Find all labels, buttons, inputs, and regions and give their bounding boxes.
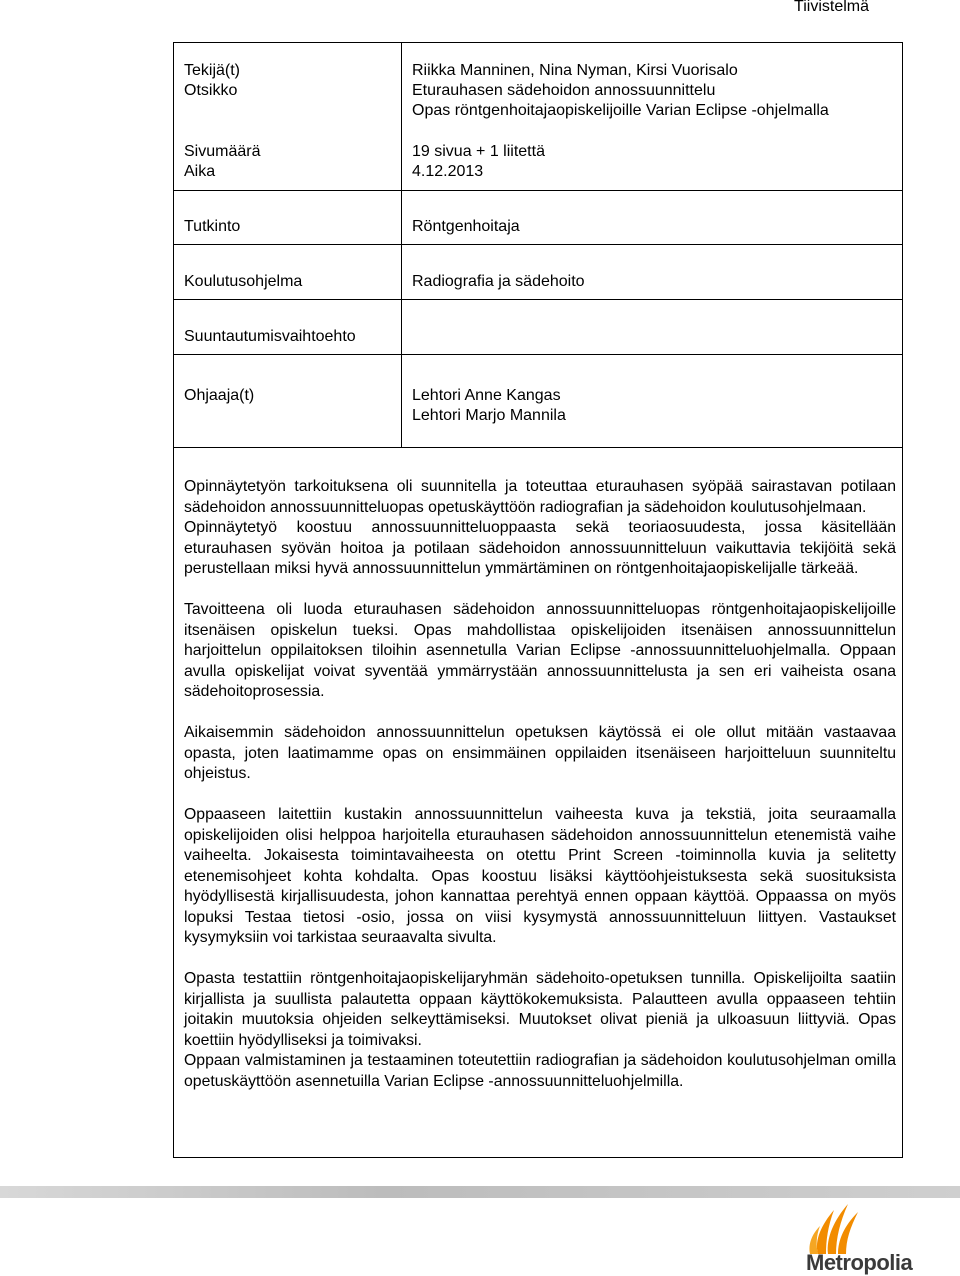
pages-value: 19 sivua + 1 liitettä — [412, 143, 545, 160]
degree-label: Tutkinto — [184, 218, 241, 235]
abstract-paragraph: Aikaisemmin sädehoidon annossuunnittelun opetuksen käytössä ei ole ollut mitään vastaavaa opasta, joten laatimamme opas on ensimmäinen oppilaiden itsenäiseen harjoitteluun suunniteltu ohjeistus. — [184, 724, 896, 782]
metropolia-wordmark: Metropolia — [806, 1250, 913, 1275]
column-divider — [401, 43, 402, 447]
date-value: 4.12.2013 — [412, 163, 484, 180]
orientation-label: Suuntautumisvaihtoehto — [184, 328, 356, 345]
document-type-title: Tiivistelmä — [794, 0, 869, 15]
author-title-labels — [184, 61, 240, 101]
programme-label: Koulutusohjelma — [184, 273, 303, 290]
date-label: Aika — [184, 163, 216, 180]
abstract-paragraph: Opasta testattiin röntgenhoitajaopiskelijaryhmän sädehoito-opetuksen tunnilla. Opiskelijoilta saatiin kirjallista ja suullista palautetta oppaan käyttökokemuksista. Palautteen avulla oppaaseen tehtiin joitakin muutoksia ohjeiden selkeyttämiseksi. Muutokset olivat pieniä ja ulkoasuun liittyviä. Opas koettiin hyödylliseksi ja toimivaksi. — [184, 970, 896, 1049]
supervisor-label: Ohjaaja(t) — [184, 387, 255, 404]
title-label: Otsikko — [184, 82, 238, 99]
programme-value: Radiografia ja sädehoito — [412, 273, 585, 290]
pages-label: Sivumäärä — [184, 143, 261, 160]
abstract-paragraph: Oppaaseen laitettiin kustakin annossuunnittelun vaiheesta kuva ja tekstiä, joita seuraamalla opiskelijoiden olisi helppoa harjoitella eturauhasen sädehoidon annossuunnittelun etenemistä vaihe vaiheelta. Jokaisesta toimintavaiheesta on otettu Print Screen -toiminnolla kuvia ja selitetty etenemisohjeet kohta kohdalta. Opas koostuu lisäksi käyttöohjeistuksesta sekä suosituksista hyödyllisestä kirjallisuudesta, johon kannattaa perehtyä ennen oppaan käyttöä. Oppaassa on myös lopuksi Testaa tietosi -osio, jossa on viisi kysymystä annossuunnitteluun liittyen. Vastaukset kysymyksiin voi tarkistaa seuraavalta sivulta. — [184, 806, 896, 946]
metropolia-logo — [784, 1200, 954, 1276]
pages-date-labels — [184, 142, 260, 182]
supervisor-value-1: Lehtori Anne Kangas — [412, 387, 561, 404]
author-value: Riikka Manninen, Nina Nyman, Kirsi Vuorisalo — [412, 62, 738, 79]
metropolia-flame-icon — [804, 1200, 864, 1256]
pages-date-values — [412, 142, 545, 182]
supervisor-value-2: Lehtori Marjo Mannila — [412, 407, 566, 424]
abstract-paragraph: Oppaan valmistaminen ja testaaminen toteutettiin radiografian ja sädehoidon koulutusohjelman omilla opetuskäyttöön asennetuilla Varian Eclipse -annossuunnitteluohjelmilla. — [184, 1052, 896, 1090]
title-value-line-2: Opas röntgenhoitajaopiskelijoille Varian Eclipse -ohjelmalla — [412, 102, 829, 119]
row-divider — [174, 299, 902, 300]
abstract-paragraph: Tavoitteena oli luoda eturauhasen sädehoidon annossuunnitteluopas röntgenhoitajaopiskelijoille itsenäisen opiskelun tueksi. Opas mahdollistaa opiskelijoiden itsenäisen annossuunnittelun harjoittelun oppilaitoksen tiloihin asennetulla Varian Eclipse -annossuunnitteluohjelmalla. Oppaan avulla opiskelijat voivat syventää ymmärrystään annossuunnittelusta ja sen eri vaiheista osana sädehoitoprosessia. — [184, 601, 896, 700]
author-label: Tekijä(t) — [184, 62, 241, 79]
footer-gray-bar — [0, 1186, 960, 1198]
supervisor-values — [412, 386, 566, 426]
abstract-paragraph: Opinnäytetyö koostuu annossuunnitteluoppaasta sekä teoriaosuudesta, jossa käsitellään eturauhasen syövän hoitoa ja potilaan sädehoidon annossuunnitteluun vaikuttavia tekijöitä sekä perustellaan miksi hyvä annossuunnittelun ymmärtäminen on röntgenhoitajaopiskelijalle tärkeää. — [184, 519, 896, 577]
abstract-text — [184, 477, 896, 1092]
row-divider — [174, 354, 902, 355]
row-divider — [174, 244, 902, 245]
title-value-line-1: Eturauhasen sädehoidon annossuunnittelu — [412, 82, 716, 99]
row-divider — [174, 447, 902, 448]
degree-value: Röntgenhoitaja — [412, 218, 520, 235]
row-divider — [174, 190, 902, 191]
abstract-paragraph: Opinnäytetyön tarkoituksena oli suunnitella ja toteuttaa eturauhasen syöpää sairastavan potilaan sädehoidon annossuunnitteluopas opetuskäyttöön radiografian ja sädehoidon koulutusohjelmaan. — [184, 478, 896, 516]
abstract-form-table — [173, 42, 903, 1158]
author-title-values — [412, 61, 829, 121]
